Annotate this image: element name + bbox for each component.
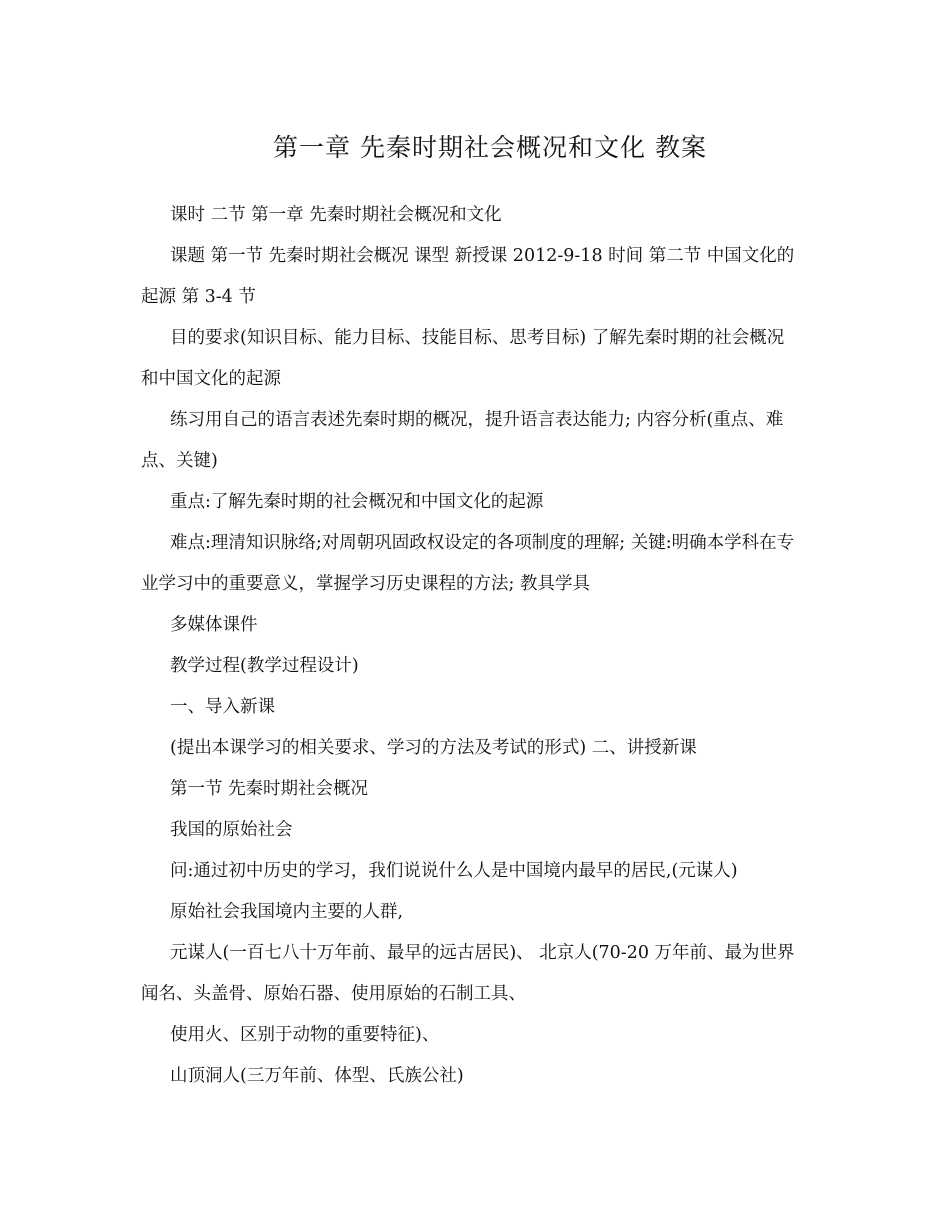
paragraph-main-groups: 原始社会我国境内主要的人群,	[170, 902, 404, 922]
paragraph-objectives: 目的要求(知识目标、能力目标、技能目标、思考目标) 了解先秦时期的社会概况和中国文化的起源	[141, 328, 785, 389]
paragraph-yuanmou-peking: 元谋人(一百七八十万年前、最早的远古居民)、 北京人(70-20 万年前、最为世界闻名、头盖骨、原始石器、使用原始的石制工具、	[141, 943, 795, 1004]
paragraph-practice: 练习用自己的语言表述先秦时期的概况，提升语言表达能力; 内容分析(重点、难点、关键)	[141, 410, 784, 471]
paragraph-introduction: 一、导入新课	[170, 697, 275, 717]
paragraph-requirements: (提出本课学习的相关要求、学习的方法及考试的形式) 二、讲授新课	[170, 738, 697, 758]
paragraph-difficulties: 难点:理清知识脉络;对周朝巩固政权设定的各项制度的理解; 关键:明确本学科在专业学习中的重要意义，掌握学习历史课程的方法; 教具学具	[141, 533, 795, 594]
document-body	[141, 195, 801, 1097]
paragraph-fire-use: 使用火、区别于动物的重要特征)、	[170, 1025, 440, 1045]
paragraph-question: 问:通过初中历史的学习，我们说说什么人是中国境内最早的居民,(元谋人)	[170, 861, 738, 881]
paragraph-primitive-society: 我国的原始社会	[170, 820, 293, 840]
paragraph-upper-cave: 山顶洞人(三万年前、体型、氏族公社)	[170, 1066, 464, 1086]
document-title: 第一章 先秦时期社会概况和文化 教案	[273, 133, 707, 162]
paragraph-lesson-topic: 课题 第一节 先秦时期社会概况 课型 新授课 2012-9-18 时间 第二节 中国文化的起源 第 3-4 节	[141, 246, 795, 307]
paragraph-lesson-hours: 课时 二节 第一章 先秦时期社会概况和文化	[170, 205, 502, 225]
paragraph-teaching-process: 教学过程(教学过程设计)	[170, 656, 359, 676]
paragraph-materials: 多媒体课件	[170, 615, 258, 635]
paragraph-key-points: 重点:了解先秦时期的社会概况和中国文化的起源	[170, 492, 544, 512]
paragraph-section-heading: 第一节 先秦时期社会概况	[170, 779, 369, 799]
